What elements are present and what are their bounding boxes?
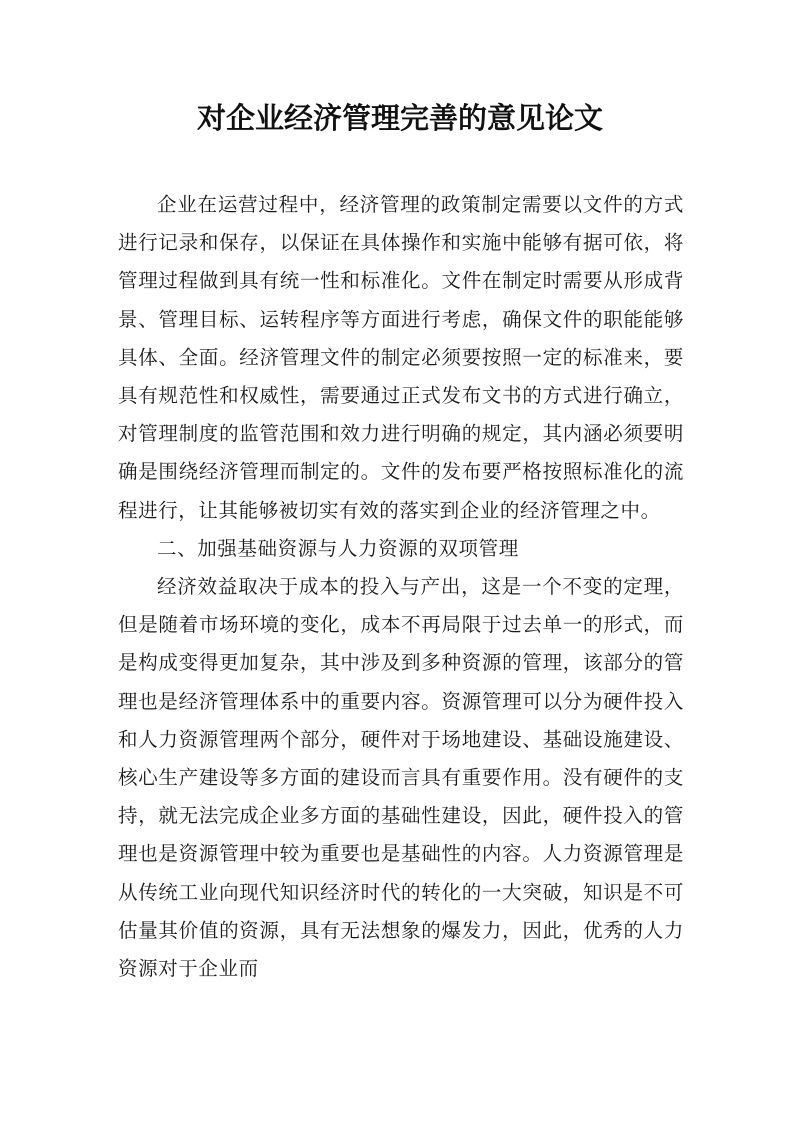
document-body <box>118 186 684 988</box>
paragraph-intro: 企业在运营过程中，经济管理的政策制定需要以文件的方式进行记录和保存，以保证在具体操作和实施中能够有据可依，将管理过程做到具有统一性和标准化。文件在制定时需要从形成背景、管理目标、运转程序等方面进行考虑，确保文件的职能能够具体、全面。经济管理文件的制定必须要按照一定的标准来，要具有规范性和权威性，需要通过正式发布文书的方式进行确立，对管理制度的监管范围和效力进行明确的规定，其内涵必须要明确是围绕经济管理而制定的。文件的发布要严格按照标准化的流程进行，让其能够被切实有效的落实到企业的经济管理之中。 <box>118 193 684 522</box>
document-title: 对企业经济管理完善的意见论文 <box>196 101 603 135</box>
section-heading: 二、加强基础资源与人力资源的双项管理 <box>157 536 519 560</box>
paragraph-resources: 经济效益取决于成本的投入与产出，这是一个不变的定理，但是随着市场环境的变化，成本不再局限于过去单一的形式，而是构成变得更加复杂，其中涉及到多种资源的管理，该部分的管理也是经济管理体系中的重要内容。资源管理可以分为硬件投入和人力资源管理两个部分，硬件对于场地建设、基础设施建设、核心生产建设等多方面的建设而言具有重要作用。没有硬件的支持，就无法完成企业多方面的基础性建设，因此，硬件投入的管理也是资源管理中较为重要也是基础性的内容。人力资源管理是从传统工业向现代知识经济时代的转化的一大突破，知识是不可估量其价值的资源，具有无法想象的爆发力，因此，优秀的人力资源对于企业而 <box>118 575 684 981</box>
